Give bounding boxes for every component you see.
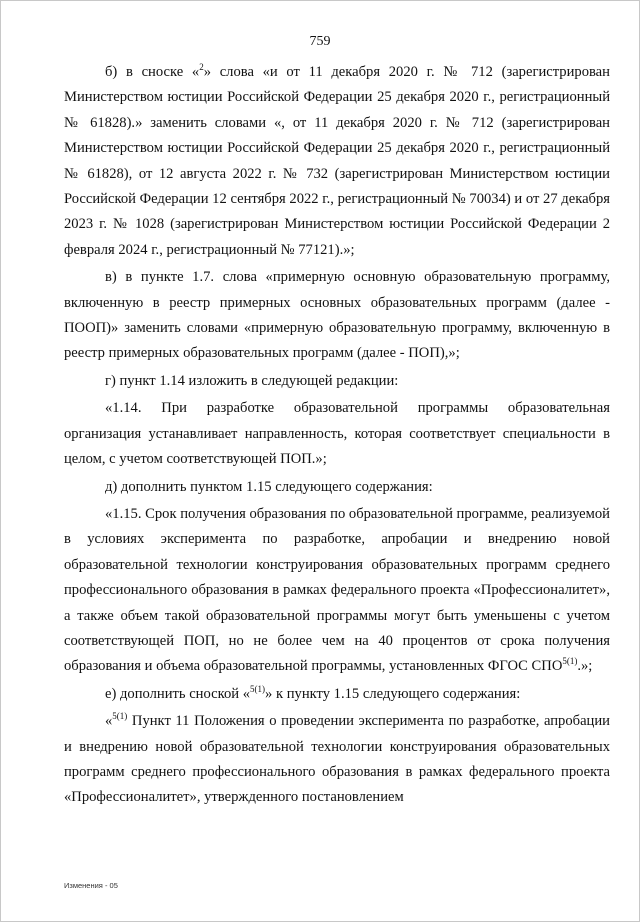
footnote-ref: 5(1) xyxy=(112,711,128,722)
footnote-ref: 5(1) xyxy=(562,656,578,667)
paragraph-v: в) в пункте 1.7. слова «примерную основную образовательную программу, включенную в реестр примерных основных образовательных программ (далее - ПООП)» заменить словами «примерную образовательную программу, включенную в реестр примерных образовательных программ (далее - ПОП),»; xyxy=(64,269,610,362)
paragraph-1-15: «1.15. Срок получения образования по образовательной программе, реализуемой в условиях эксперимента по разработке, апробации и внедрению новой образовательной технологии конструирования образовательных программ среднего профессионального образования в рамках федерального проекта «Профессионалитет», а также объем такой образовательной программы могут быть уменьшены с учетом соответствующей ПОП, но не более чем на 40 процентов от срока получения образования и объема образовательной программы, установленных ФГОС $СПО^{5(1)}$.»; xyxy=(64,505,610,675)
paragraph-b: б) в сноске «$^2$» слова «и от 11 декабря 2020 г. № 712 (зарегистрирован Министерством юстиции Российской Федерации 25 декабря 2020 г., регистрационный № 61828).» заменить словами «, от 11 декабря 2020 г. № 712 (зарегистрирован Министерством юстиции Российской Федерации 25 декабря 2020 г., регистрационный № 61828), от 12 августа 2022 г. № 732 (зарегистрирован Министерством юстиции Российской Федерации 12 сентября 2022 г., регистрационный № 70034) и от 27 декабря 2023 г. № 1028 (зарегистрирован Министерством юстиции Российской Федерации 2 февраля 2024 г., регистрационный № 77121).»; xyxy=(64,62,610,258)
footnote-ref: 2 xyxy=(199,62,204,72)
paragraph-d: д) дополнить пунктом 1.15 следующего содержания: xyxy=(105,478,433,495)
paragraph-g: г) пункт 1.14 изложить в следующей редакции: xyxy=(105,372,399,389)
paragraph-1-14: «1.14. При разработке образовательной программы образовательная организация устанавливает направленность, которая соответствует специальности в целом, с учетом соответствующей ПОП.»; xyxy=(64,400,610,468)
footer-note: Изменения - 05 xyxy=(64,881,118,890)
document-body xyxy=(64,60,610,811)
footnote-ref: 5(1) xyxy=(250,683,266,694)
paragraph-e: е) дополнить сноской «$^{5(1)}$» к пункту 1.15 следующего содержания: xyxy=(105,683,521,702)
paragraph-footnote-5-1: «$^{5(1)}$ Пункт 11 Положения о проведении эксперимента по разработке, апробации и внедрению новой образовательной технологии конструирования образовательных программ среднего профессионального образования в рамках федерального проекта «Профессионалитет», утвержденного постановлением xyxy=(64,711,610,806)
page-number: 759 xyxy=(309,34,331,49)
